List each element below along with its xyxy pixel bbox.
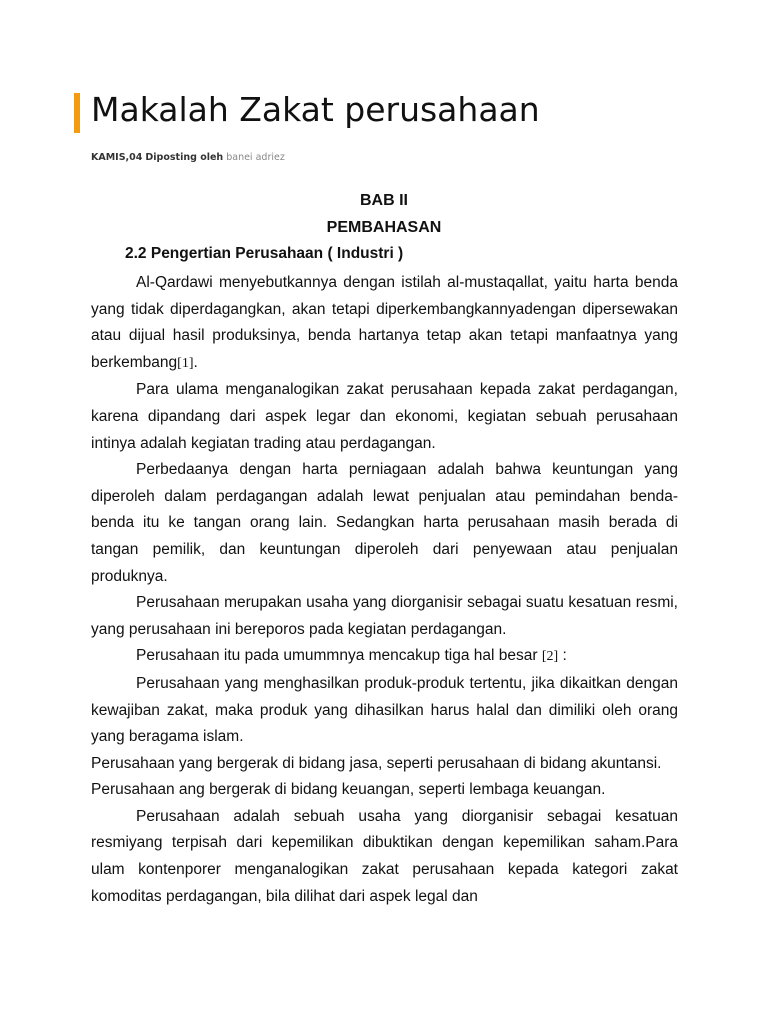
article-body <box>91 270 678 910</box>
chapter-heading: BAB II <box>360 192 408 209</box>
paragraph: Perusahaan yang menghasilkan produk-produk tertentu, jika dikaitkan dengan kewajiban zakat, maka produk yang dihasilkan harus halal dan dimiliki oleh orang yang beragama islam. <box>91 674 678 746</box>
paragraph: Perbedaanya dengan harta perniagaan adalah bahwa keuntungan yang diperoleh dalam perdagangan adalah lewat penjualan atau pemindahan benda-benda itu ke tangan orang lain. Sedangkan harta perusahaan masih berada di tangan pemilik, dan keuntungan diperoleh dari penyewaan atau penjualan produknya. <box>91 461 678 585</box>
paragraph: Perusahaan yang bergerak di bidang jasa, seperti perusahaan di bidang akuntansi. <box>91 754 662 772</box>
paragraph-text: Al-Qardawi menyebutkannya dengan istilah al-mustaqallat, yaitu harta benda yang tidak diperdagangkan, akan tetapi diperkembangkannyadengan dipersewakan atau dijual hasil produksinya, benda hartanya tetap akan tetapi manfaatnya yang berkembang <box>91 274 678 371</box>
paragraph <box>91 270 678 377</box>
post-date: KAMIS,04 <box>91 152 143 163</box>
footnote-link[interactable]: [2] <box>541 649 559 665</box>
footnote-link[interactable]: [1] <box>177 355 194 371</box>
post-meta <box>91 152 285 163</box>
title-accent-bar <box>74 93 80 133</box>
paragraph-text: : <box>558 647 567 665</box>
paragraph-text: Perusahaan itu pada umummnya mencakup tiga hal besar <box>136 647 542 665</box>
paragraph-text: . <box>193 353 198 371</box>
subsection-heading: 2.2 Pengertian Perusahaan ( Industri ) <box>125 245 404 262</box>
paragraph <box>91 643 678 671</box>
paragraph: Perusahaan merupakan usaha yang diorganisir sebagai suatu kesatuan resmi, yang perusahaan ini bereporos pada kegiatan perdagangan. <box>91 594 678 638</box>
section-heading: PEMBAHASAN <box>326 219 442 236</box>
author-link[interactable]: banei adriez <box>226 152 285 163</box>
paragraph: Perusahaan ang bergerak di bidang keuangan, seperti lembaga keuangan. <box>91 781 606 799</box>
post-title[interactable]: Makalah Zakat perusahaan <box>91 90 540 129</box>
posted-by-label: Diposting oleh <box>145 152 224 163</box>
paragraph: Perusahaan adalah sebuah usaha yang diorganisir sebagai kesatuan resmiyang terpisah dari kepemilikan dibuktikan dengan kepemilikan saham.Para ulam kontenporer menganalogikan zakat perusahaan kepada kategori zakat komoditas perdagangan, bila dilihat dari aspek legal dan <box>91 807 678 905</box>
paragraph: Para ulama menganalogikan zakat perusahaan kepada zakat perdagangan, karena dipandang dari aspek legar dan ekonomi, kegiatan sebuah perusahaan intinya adalah kegiatan trading atau perdagangan. <box>91 381 678 452</box>
